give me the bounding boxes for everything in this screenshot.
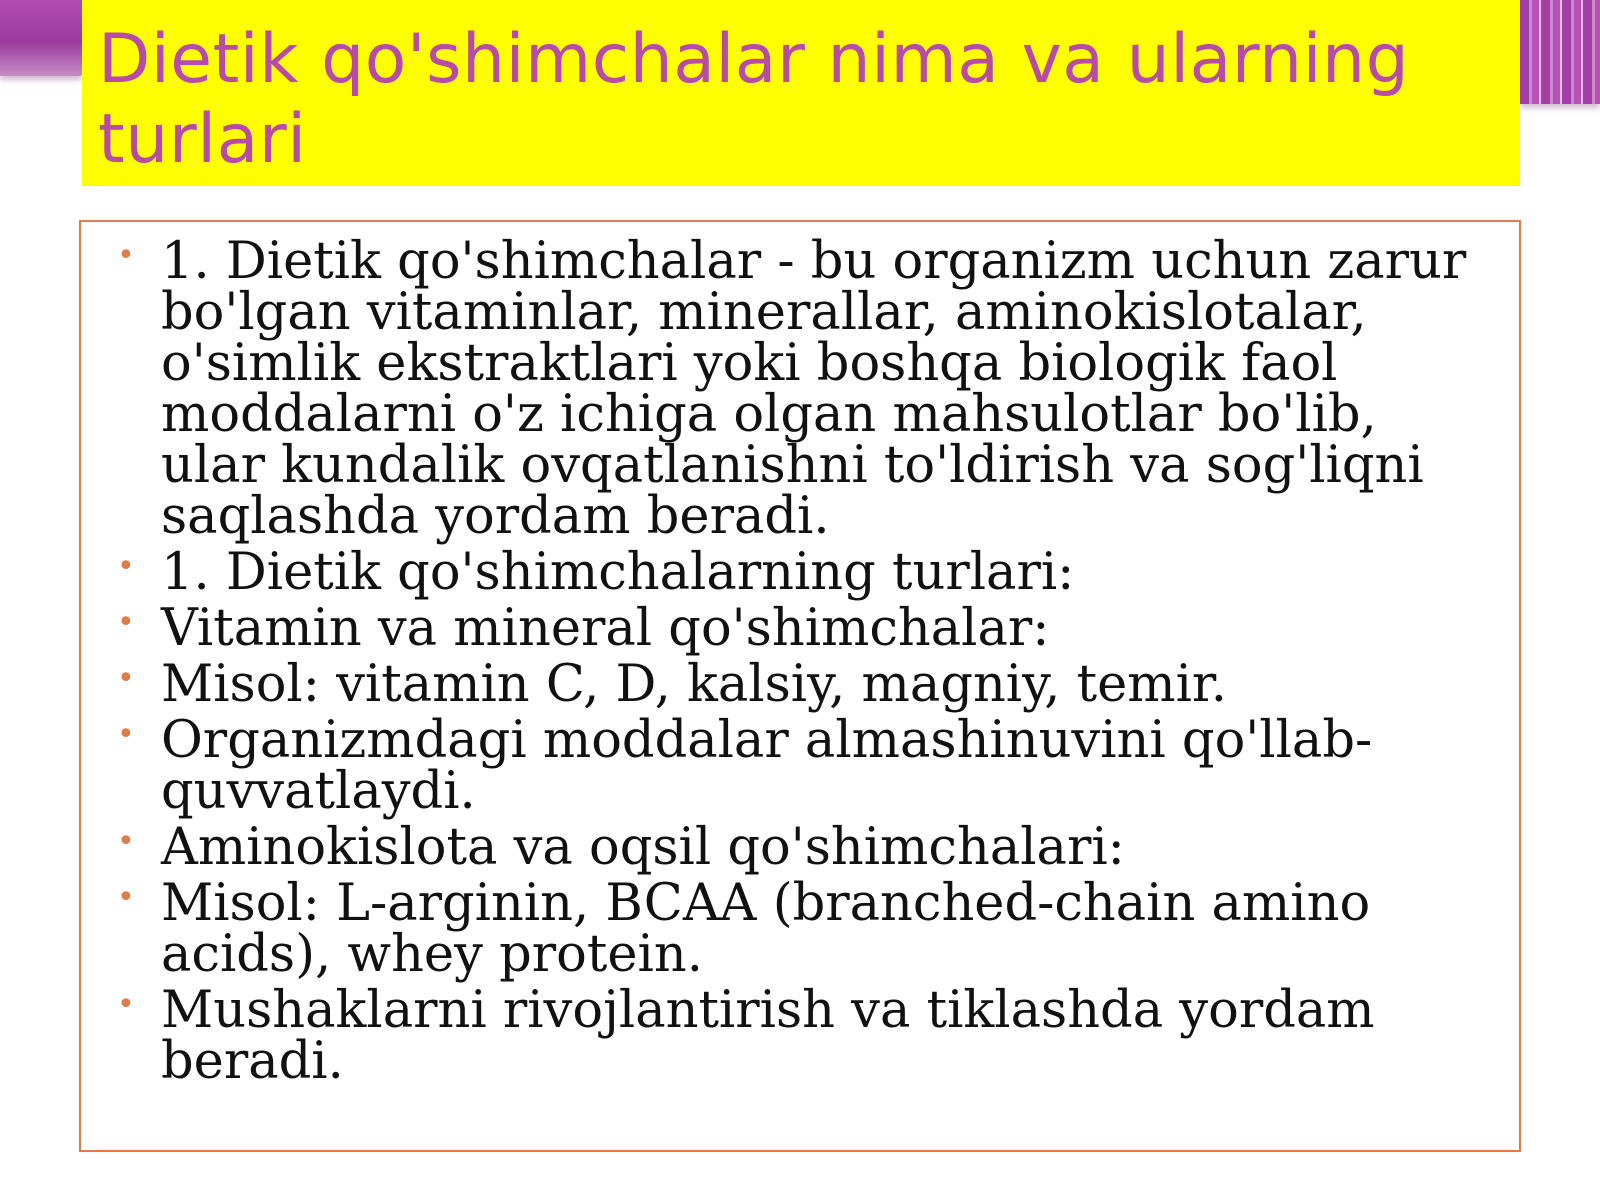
bullet-text: 1. Dietik qo'shimchalar - bu organizm uchun zarur bo'lgan vitaminlar, minerallar, aminokislotalar, o'simlik ekstraktlari yoki boshqa biologik faol moddalarni o'z ichiga olgan mahsulotlar bo'lib, ular kundalik ovqatlanishni to'ldirish va sog'liqni saqlashda yordam beradi. bbox=[161, 232, 1467, 546]
bullet-item-amino-protein bbox=[115, 818, 1489, 877]
bullet-icon: • bbox=[117, 661, 135, 696]
bullet-text: Aminokislota va oqsil qo'shimchalari: bbox=[161, 818, 1125, 877]
bullet-text: Vitamin va mineral qo'shimchalar: bbox=[161, 599, 1050, 658]
bullet-text: Organizmdagi moddalar almashinuvini qo'llab-quvvatlaydi. bbox=[161, 711, 1373, 821]
bullet-icon: • bbox=[117, 717, 135, 752]
bullet-icon: • bbox=[117, 987, 135, 1022]
decorative-accent-right bbox=[1520, 0, 1600, 104]
content-box bbox=[79, 220, 1521, 1152]
slide-title: Dietik qo'shimchalar nima va ularning turlari bbox=[98, 20, 1410, 179]
decorative-accent-left bbox=[0, 0, 82, 76]
bullet-text: 1. Dietik qo'shimchalarning turlari: bbox=[161, 543, 1075, 602]
bullet-text: Misol: vitamin C, D, kalsiy, magniy, temir. bbox=[161, 655, 1227, 714]
title-bar bbox=[82, 0, 1520, 186]
bullet-item-metabolism bbox=[115, 711, 1489, 821]
bullet-item-definition bbox=[115, 232, 1489, 546]
bullet-icon: • bbox=[117, 824, 135, 859]
bullet-list bbox=[115, 232, 1489, 1091]
bullet-item-muscle bbox=[115, 981, 1489, 1091]
bullet-icon: • bbox=[117, 549, 135, 584]
bullet-icon: • bbox=[117, 238, 135, 273]
bullet-item-vitamin-example bbox=[115, 655, 1489, 714]
bullet-item-types-heading bbox=[115, 543, 1489, 602]
bullet-text: Mushaklarni rivojlantirish va tiklashda yordam beradi. bbox=[161, 981, 1375, 1091]
bullet-text: Misol: L-arginin, BCAA (branched-chain amino acids), whey protein. bbox=[161, 874, 1371, 984]
bullet-item-amino-example bbox=[115, 874, 1489, 984]
bullet-item-vitamin-mineral bbox=[115, 599, 1489, 658]
bullet-icon: • bbox=[117, 880, 135, 915]
bullet-icon: • bbox=[117, 605, 135, 640]
